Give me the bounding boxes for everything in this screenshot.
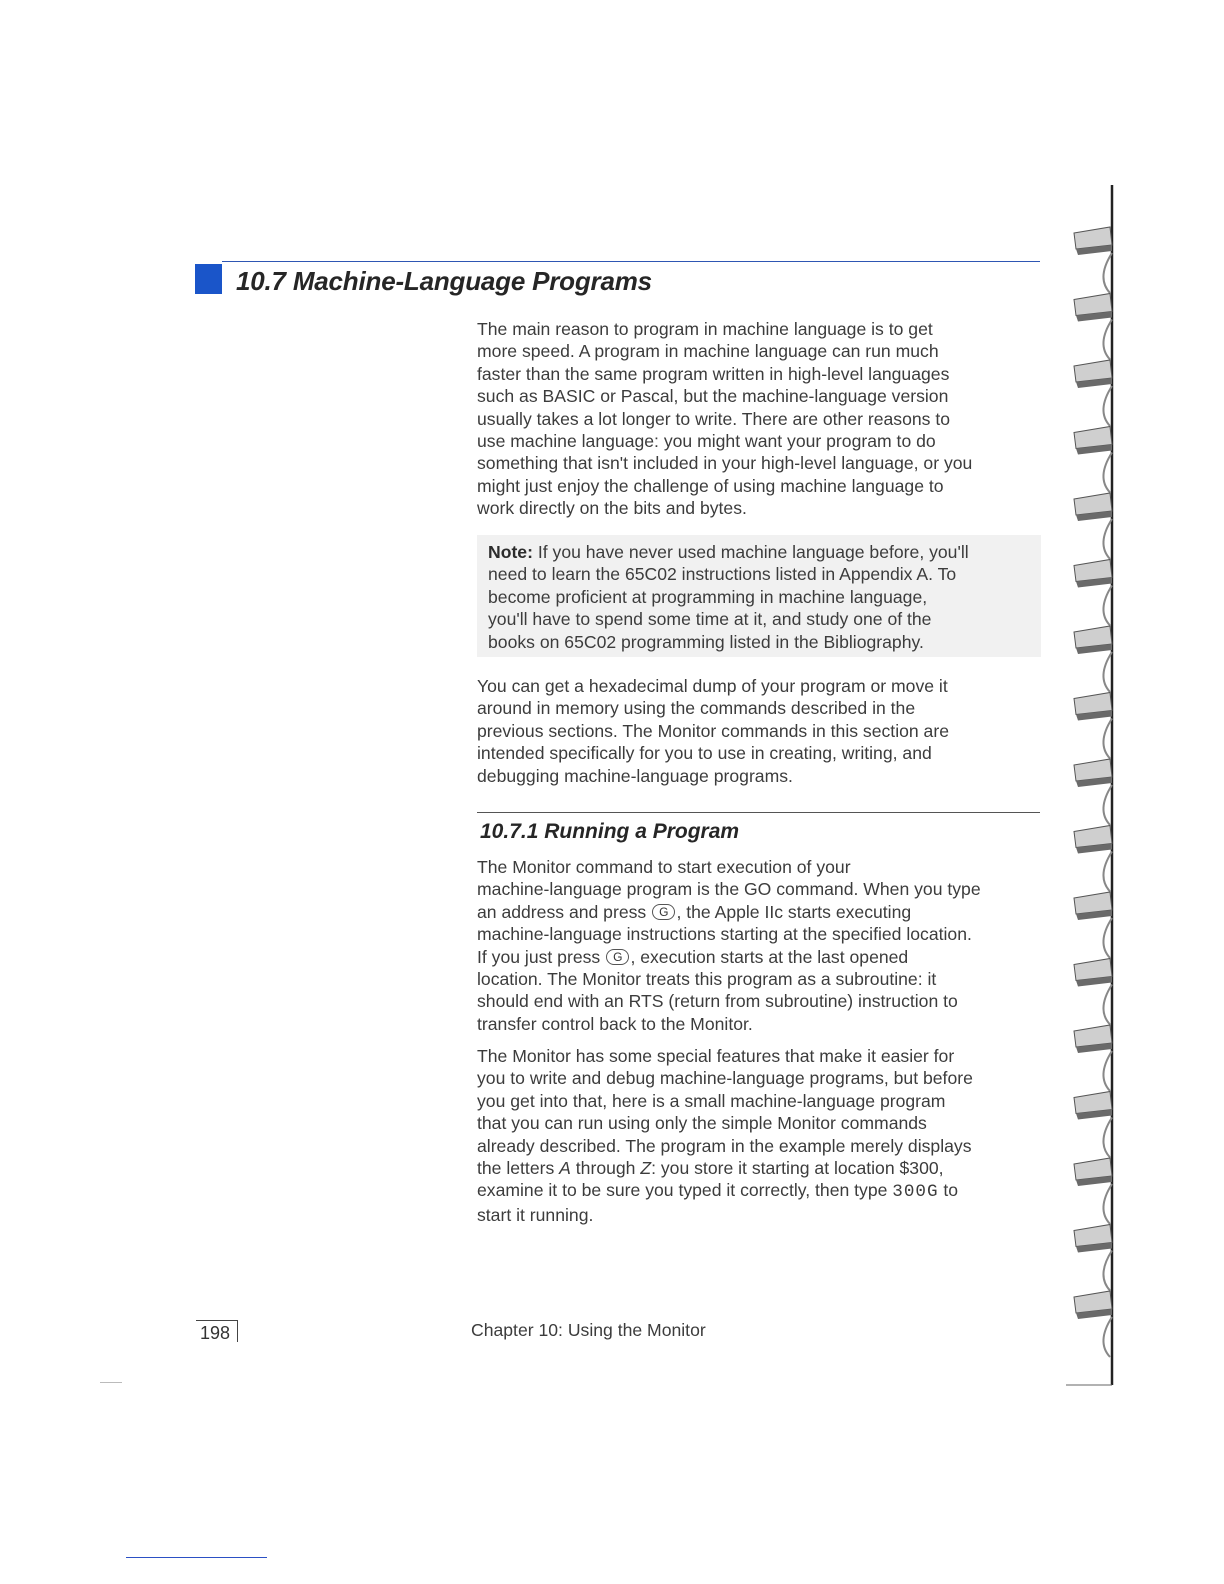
spiral-binding <box>1066 185 1124 1390</box>
binding-coil <box>1074 1092 1112 1158</box>
binding-coil <box>1074 826 1112 892</box>
note-label: Note: <box>488 542 533 562</box>
binding-coil <box>1074 294 1112 360</box>
subsection-rule <box>477 812 1040 813</box>
command-text: 300G <box>892 1182 939 1203</box>
section-rule <box>222 261 1040 262</box>
note-box <box>477 535 1041 657</box>
binding-coil <box>1074 1158 1112 1224</box>
binding-coil <box>1074 360 1112 426</box>
binding-coil <box>1074 493 1112 559</box>
g-key-icon: G <box>652 904 675 920</box>
binding-coil <box>1074 1025 1112 1091</box>
section-marker <box>195 264 222 294</box>
binding-coil <box>1074 759 1112 825</box>
chapter-footer: Chapter 10: Using the Monitor <box>471 1320 706 1340</box>
binding-coil <box>1074 560 1112 626</box>
section-title: 10.7 Machine-Language Programs <box>236 266 652 296</box>
bottom-rule <box>126 1557 267 1558</box>
binding-coil <box>1074 227 1112 293</box>
binding-coil <box>1074 693 1112 759</box>
memory-paragraph: You can get a hexadecimal dump of your program or move it around in memory using the commands described in the previous sections. The Monitor commands in this section are intended specifically for you to use in creating, writing, and debugging machine-language programs. <box>477 676 949 786</box>
binding-coil <box>1074 626 1112 692</box>
scan-mark <box>100 1382 122 1383</box>
binding-coil <box>1074 427 1112 493</box>
g-key-icon: G <box>606 949 629 965</box>
binding-coil <box>1074 892 1112 958</box>
binding-coil <box>1074 959 1112 1025</box>
note-text: Note: If you have never used machine language before, you'll need to learn the 65C02 instructions listed in Appendix A. To become proficient at programming in machine language, you'll have to spend some time at it, and study one of the books on 65C02 programming listed in the Bibliography. <box>488 542 969 652</box>
binding-coil <box>1074 1225 1112 1291</box>
example-paragraph: The Monitor has some special features that make it easier for you to write and debug machine-language programs, but before you get into that, here is a small machine-language program that you can run using only the simple Monitor commands already described. The program in the example merely displays the letters A through Z: you store it starting at location $300, examine it to be sure you typed it correctly, then type 300G to start it running. <box>477 1046 973 1225</box>
intro-paragraph: The main reason to program in machine language is to get more speed. A program in machine language can run much faster than the same program written in high-level languages such as BASIC or Pascal, but the machine-language version usually takes a lot longer to write. There are other reasons to use machine language: you might want your program to do something that isn't included in your high-level language, or you might just enjoy the challenge of using machine language to work directly on the bits and bytes. <box>477 319 973 519</box>
binding-coil <box>1074 1291 1112 1357</box>
subsection-title: 10.7.1 Running a Program <box>480 820 740 843</box>
page-number: 198 <box>196 1320 238 1342</box>
go-command-paragraph: The Monitor command to start execution of your machine-language program is the GO command. When you type an address and press G , the Apple IIc starts executing machine-language instructions starting at the specified location. If you just press G , execution starts at the last opened location. The Monitor treats this program as a subroutine: it should end with an RTS (return from subroutine) instruction to transfer control back to the Monitor. <box>477 857 981 1034</box>
